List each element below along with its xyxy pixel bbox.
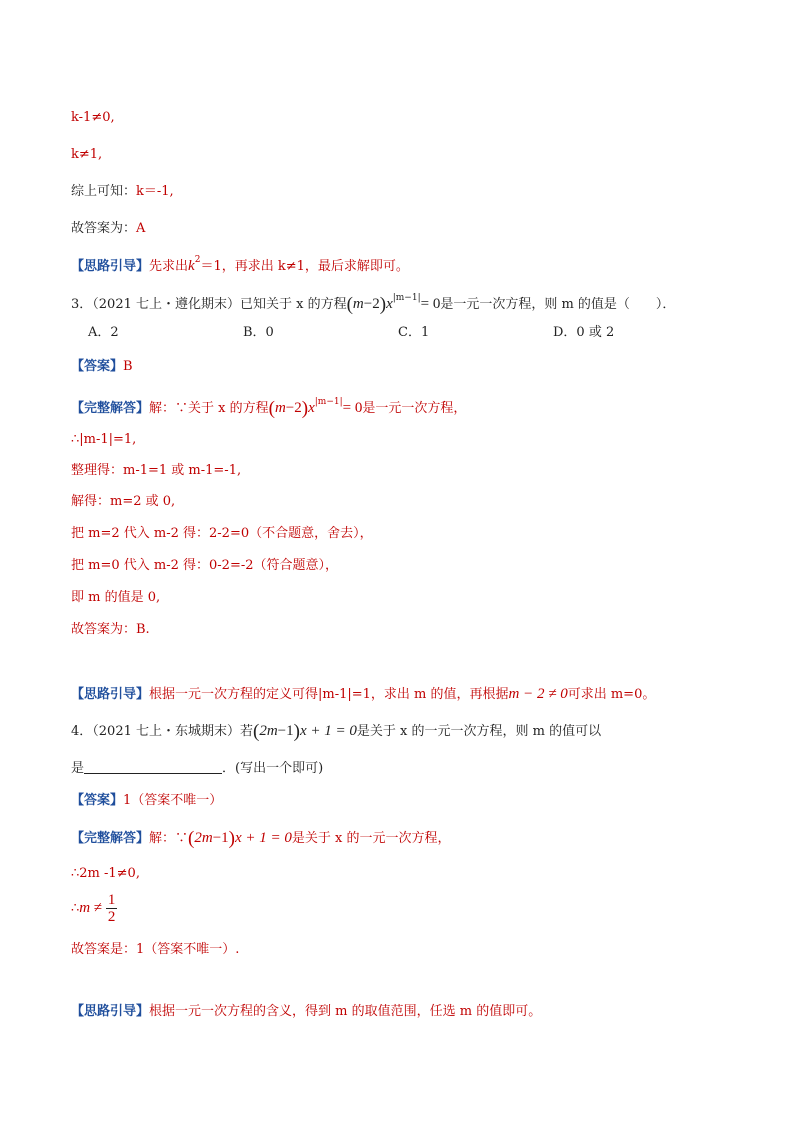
- solution-line: k≠1,: [71, 147, 103, 162]
- solution-step: 把 m=0 代入 m-2 得：0-2=-2（符合题意），: [71, 558, 339, 573]
- option-b: B．0: [243, 325, 274, 340]
- solution-step: 即 m 的值是 0,: [71, 590, 161, 605]
- option-d: D．0 或 2: [553, 325, 615, 340]
- question-3-stem: 3．（2021 七上・遵化期末）已知关于 x 的方程$(m-2)x^{|m-1|}= 0$是一元一次方程，则 m 的值是（ ）．: [71, 293, 676, 315]
- solution-step: 把 m=2 代入 m-2 得：2-2=0（不合题意，舍去），: [71, 526, 373, 541]
- solution-line: 综上可知：k＝-1,: [71, 184, 174, 199]
- solution-step: ∴2m -1≠0,: [71, 866, 140, 881]
- answer-line: 【答案】1（答案不唯一）: [71, 793, 223, 808]
- hint-tag: 【思路引导】: [71, 259, 150, 274]
- solution-step: 解得：m=2 或 0,: [71, 494, 176, 509]
- hint-line: 【思路引导】根据一元一次方程的含义，得到 m 的取值范围，任选 m 的值即可。: [71, 1004, 542, 1019]
- solution-step: ∴m ≠ $\frac{1}{2}$: [71, 892, 116, 925]
- fraction: $\frac{1}{2}$: [107, 892, 116, 925]
- solution-line: 【完整解答】解：∵关于 x 的方程$(m-2)x^{|m-1|}= 0$是一元一次方程，: [71, 397, 467, 419]
- hint-line: 【思路引导】先求出$k^2=1$，再求出 k≠1，最后求解即可。: [71, 255, 409, 274]
- solution-line: 故答案为：A: [71, 221, 146, 236]
- solution-step: 故答案为：B.: [71, 622, 150, 637]
- question-4-blank-line: 是 ．(写出一个即可): [71, 761, 324, 776]
- hint-line: 【思路引导】根据一元一次方程的定义可得|m-1|=1，求出 m 的值，再根据m − 2 ≠ 0可求出 m=0。: [71, 686, 656, 702]
- answer-line: 【答案】B: [71, 359, 133, 374]
- solution-step: 整理得：m-1=1 或 m-1=-1,: [71, 463, 242, 478]
- answer-blank[interactable]: [84, 761, 222, 774]
- question-4-stem: 4．（2021 七上・东城期末）若(2m−1)x + 1 = 0是关于 x 的一元一次方程，则 m 的值可以: [71, 721, 602, 742]
- solution-step: ∴|m-1|=1,: [71, 432, 137, 447]
- option-a: A．2: [88, 325, 119, 340]
- solution-line: 【完整解答】解：∵(2m−1)x + 1 = 0是关于 x 的一元一次方程，: [71, 828, 451, 849]
- solution-step: 故答案是：1（答案不唯一）.: [71, 942, 240, 957]
- solution-line: k-1≠0,: [71, 110, 115, 125]
- option-c: C．1: [398, 325, 430, 340]
